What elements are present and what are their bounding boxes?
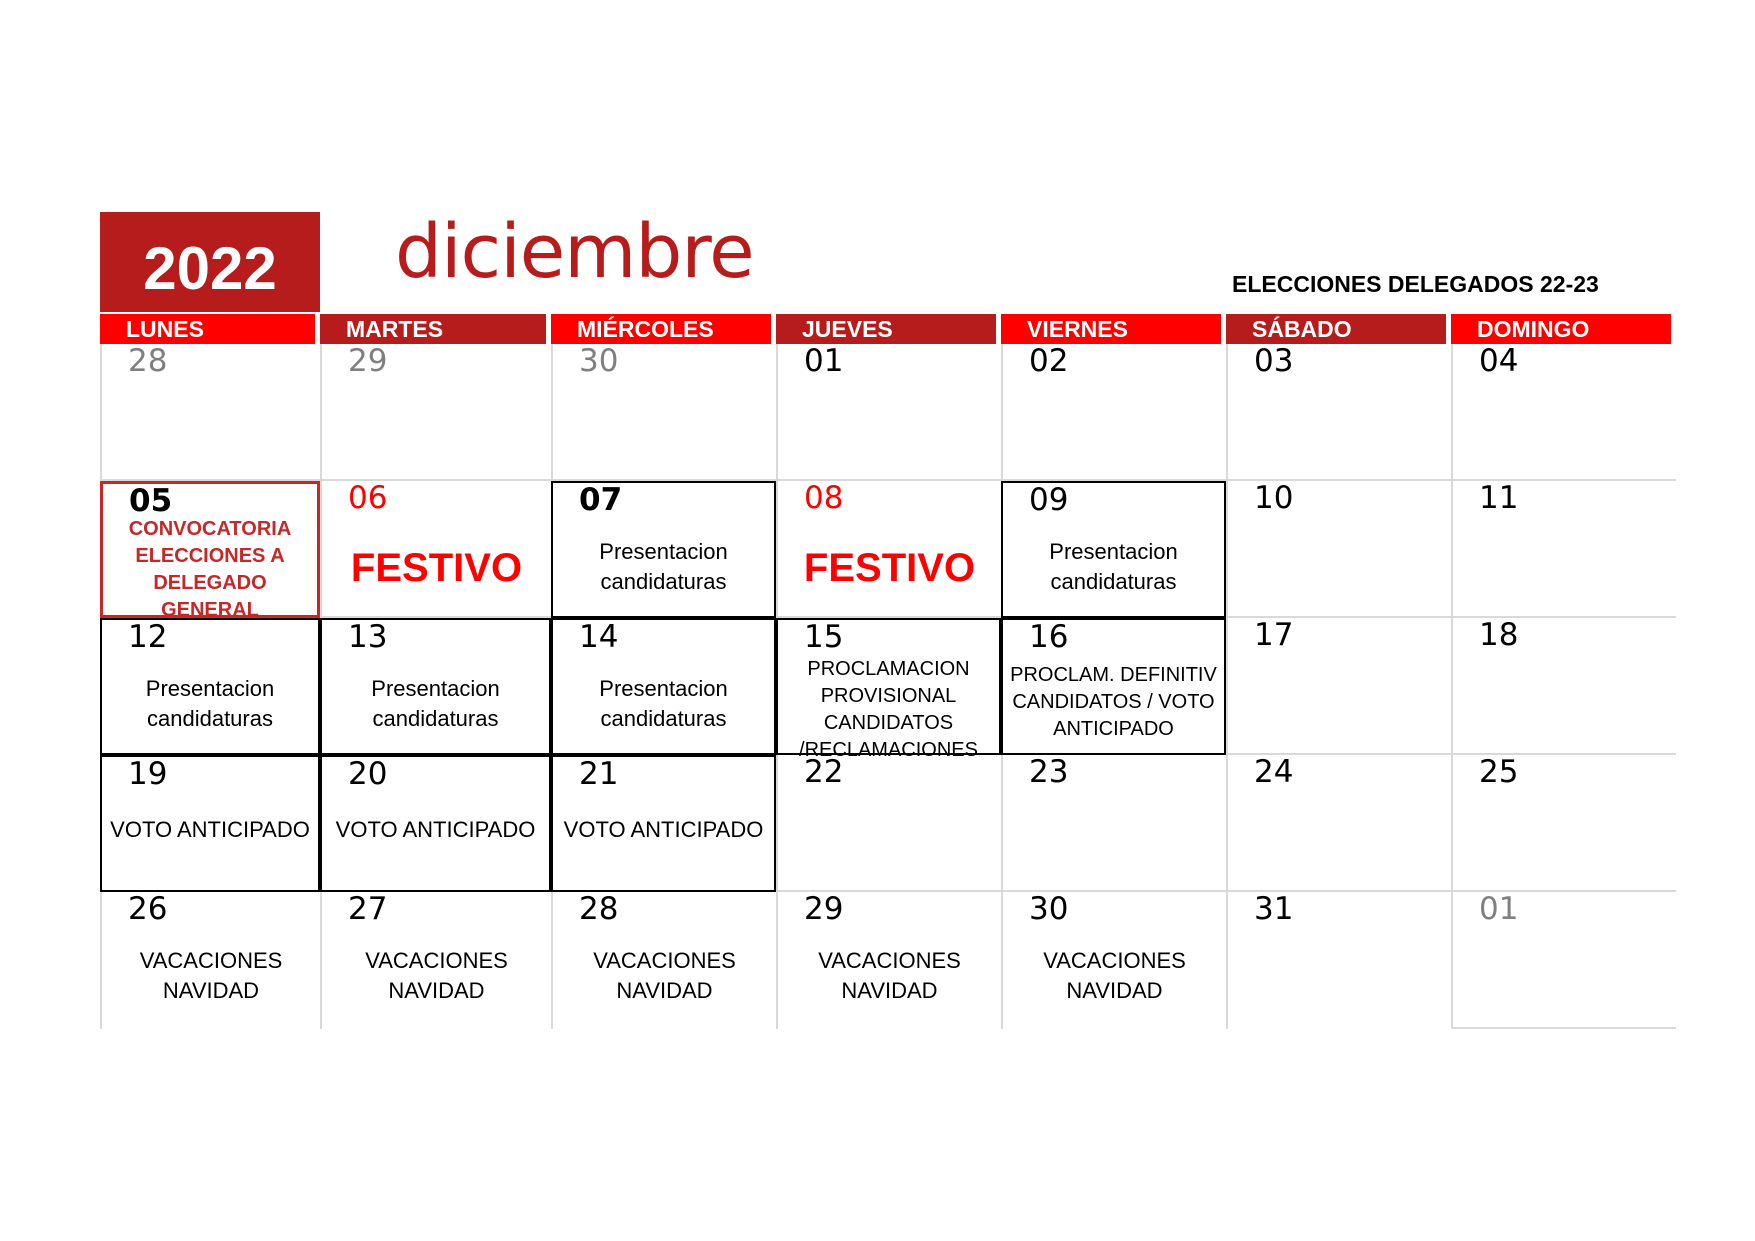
weekday-tuesday: MARTES: [320, 314, 546, 344]
day-cell[interactable]: [1226, 344, 1451, 481]
day-number: 20: [348, 756, 388, 792]
day-cell[interactable]: [776, 481, 1001, 618]
day-number: 24: [1254, 754, 1294, 790]
weekday-wednesday: MIÉRCOLES: [551, 314, 771, 344]
day-number: 04: [1479, 343, 1519, 379]
day-cell[interactable]: [1451, 618, 1676, 755]
day-note: Presentacion candidaturas: [371, 676, 500, 731]
day-cell[interactable]: [100, 344, 320, 481]
day-cell[interactable]: [320, 618, 551, 755]
day-cell[interactable]: [1001, 344, 1226, 481]
day-cell[interactable]: [551, 618, 776, 755]
day-cell[interactable]: [1451, 755, 1676, 892]
day-cell[interactable]: [551, 755, 776, 892]
holiday-label: FESTIVO: [803, 546, 976, 590]
weekday-monday: LUNES: [100, 314, 315, 344]
day-cell[interactable]: [100, 892, 320, 1029]
day-note: Presentacion candidaturas: [145, 676, 275, 731]
day-cell[interactable]: [551, 892, 776, 1029]
day-number: 13: [348, 619, 388, 655]
day-cell[interactable]: [320, 755, 551, 892]
day-note: VACACIONES NAVIDAD: [365, 948, 508, 1003]
day-cell[interactable]: [320, 344, 551, 481]
day-cell[interactable]: [1001, 481, 1226, 618]
day-cell[interactable]: [100, 481, 320, 621]
day-number: 31: [1254, 891, 1294, 927]
day-number: 09: [1029, 482, 1069, 518]
weeks: [100, 344, 1678, 1029]
day-note: Presentacion candidaturas: [599, 539, 728, 594]
day-cell[interactable]: [320, 892, 551, 1029]
day-number: 07: [579, 482, 623, 518]
day-number: 18: [1479, 617, 1519, 653]
year-label: 2022: [100, 212, 320, 312]
day-number: 01: [804, 343, 844, 379]
day-cell[interactable]: [100, 755, 320, 892]
day-cell[interactable]: [1451, 892, 1676, 1029]
day-note: PROCLAMACION PROVISIONAL CANDIDATOS /RECLAMACIONES: [799, 658, 978, 761]
day-number: 14: [579, 619, 619, 655]
day-number: 27: [348, 891, 388, 927]
day-note: PROCLAM. DEFINITIV CANDIDATOS / VOTO ANTICIPADO: [1010, 664, 1217, 740]
day-note: VOTO ANTICIPADO: [335, 817, 536, 842]
weekday-sunday: DOMINGO: [1451, 314, 1671, 344]
day-number: 30: [579, 343, 619, 379]
day-cell[interactable]: [1451, 481, 1676, 618]
calendar-grid: [100, 314, 1678, 1029]
day-number: 26: [128, 891, 168, 927]
day-cell[interactable]: [551, 344, 776, 481]
day-note: VOTO ANTICIPADO: [563, 817, 764, 842]
day-note: Presentacion candidaturas: [599, 676, 728, 731]
day-cell[interactable]: [551, 481, 776, 618]
day-number: 28: [128, 343, 168, 379]
day-cell[interactable]: [776, 755, 1001, 892]
day-number: 23: [1029, 754, 1069, 790]
day-number: 10: [1254, 480, 1294, 516]
day-number: 21: [579, 756, 619, 792]
day-number: 19: [128, 756, 168, 792]
day-cell[interactable]: [1451, 344, 1676, 481]
day-number: 25: [1479, 754, 1519, 790]
weekday-friday: VIERNES: [1001, 314, 1221, 344]
day-number: 17: [1254, 617, 1294, 653]
day-cell[interactable]: [1001, 892, 1226, 1029]
day-note: VACACIONES NAVIDAD: [139, 948, 283, 1003]
day-cell[interactable]: [1226, 755, 1451, 892]
day-number: 29: [804, 891, 844, 927]
day-cell[interactable]: [776, 892, 1001, 1029]
day-number: 03: [1254, 343, 1294, 379]
day-number: 05: [129, 483, 173, 519]
day-cell[interactable]: [100, 618, 320, 755]
day-note: Presentacion candidaturas: [1049, 539, 1178, 594]
day-number: 22: [804, 754, 844, 790]
day-number: 02: [1029, 343, 1069, 379]
day-cell[interactable]: [776, 344, 1001, 481]
weekday-header: [100, 314, 1678, 344]
day-note: VACACIONES NAVIDAD: [593, 948, 736, 1003]
day-cell[interactable]: [1001, 618, 1226, 755]
day-number: 01: [1479, 891, 1519, 927]
day-number: 15: [804, 619, 844, 655]
day-cell[interactable]: [1226, 618, 1451, 755]
day-note: VACACIONES NAVIDAD: [1043, 948, 1186, 1003]
day-cell[interactable]: [1226, 892, 1451, 1029]
weekday-saturday: SÁBADO: [1226, 314, 1446, 344]
day-number: 30: [1029, 891, 1069, 927]
event-title: ELECCIONES DELEGADOS 22-23: [1232, 271, 1599, 297]
day-cell[interactable]: [1226, 481, 1451, 618]
day-number: 12: [128, 619, 168, 655]
weekday-thursday: JUEVES: [776, 314, 996, 344]
day-number: 16: [1029, 619, 1069, 655]
day-number: 11: [1479, 480, 1519, 516]
day-cell[interactable]: [776, 618, 1001, 761]
month-title: diciembre: [395, 209, 754, 295]
day-number: 08: [804, 480, 844, 516]
day-note: VACACIONES NAVIDAD: [818, 948, 961, 1003]
day-cell[interactable]: [1001, 755, 1226, 892]
day-note: VOTO ANTICIPADO: [110, 817, 310, 842]
day-number: 29: [348, 343, 388, 379]
day-cell[interactable]: [320, 481, 551, 618]
day-number: 06: [348, 480, 388, 516]
day-note: CONVOCATORIA ELECCIONES A DELEGADO GENERAL: [128, 518, 292, 621]
day-number: 28: [579, 891, 619, 927]
holiday-label: FESTIVO: [350, 546, 523, 590]
